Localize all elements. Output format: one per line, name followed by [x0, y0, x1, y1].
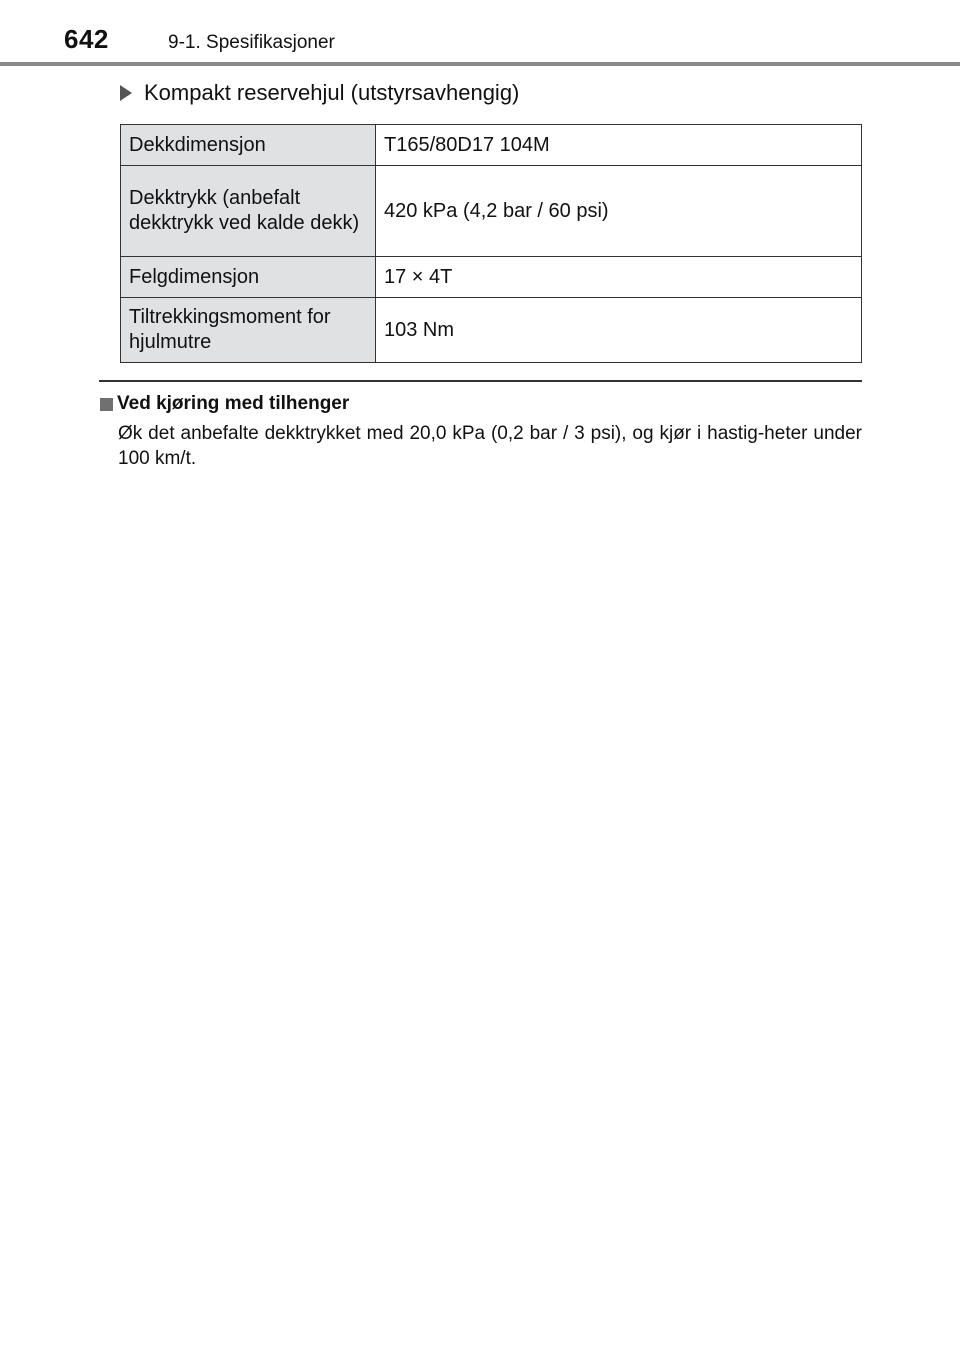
spec-table	[120, 124, 862, 363]
table-row	[121, 125, 862, 166]
table-row	[121, 298, 862, 363]
table-label-cell: Felgdimensjon	[121, 257, 376, 298]
header-rule	[0, 62, 960, 66]
section-title: Kompakt reservehjul (utstyrsavhengig)	[144, 80, 520, 105]
chapter-title: 9-1. Spesifikasjoner	[168, 32, 335, 53]
table-label-cell: Dekktrykk (anbefalt dekktrykk ved kalde dekk)	[121, 166, 376, 257]
section-heading	[120, 80, 519, 106]
table-value-cell: 103 Nm	[376, 298, 862, 363]
table-value-cell: T165/80D17 104M	[376, 125, 862, 166]
table-row	[121, 166, 862, 257]
trailer-heading	[100, 393, 349, 415]
table-value-cell: 420 kPa (4,2 bar / 60 psi)	[376, 166, 862, 257]
trailer-body-text: Øk det anbefalte dekktrykket med 20,0 kPa (0,2 bar / 3 psi), og kjør i hastig-heter under 100 km/t.	[118, 423, 862, 469]
page-number: 642	[64, 24, 109, 54]
table-label-cell: Dekkdimensjon	[121, 125, 376, 166]
trailer-heading-text: Ved kjøring med tilhenger	[117, 393, 350, 414]
section-divider	[99, 380, 862, 382]
square-bullet-icon	[100, 398, 113, 411]
table-label-cell: Tiltrekkingsmoment for hjulmutre	[121, 298, 376, 363]
triangle-right-icon	[120, 85, 132, 101]
table-row	[121, 257, 862, 298]
table-value-cell: 17 × 4T	[376, 257, 862, 298]
